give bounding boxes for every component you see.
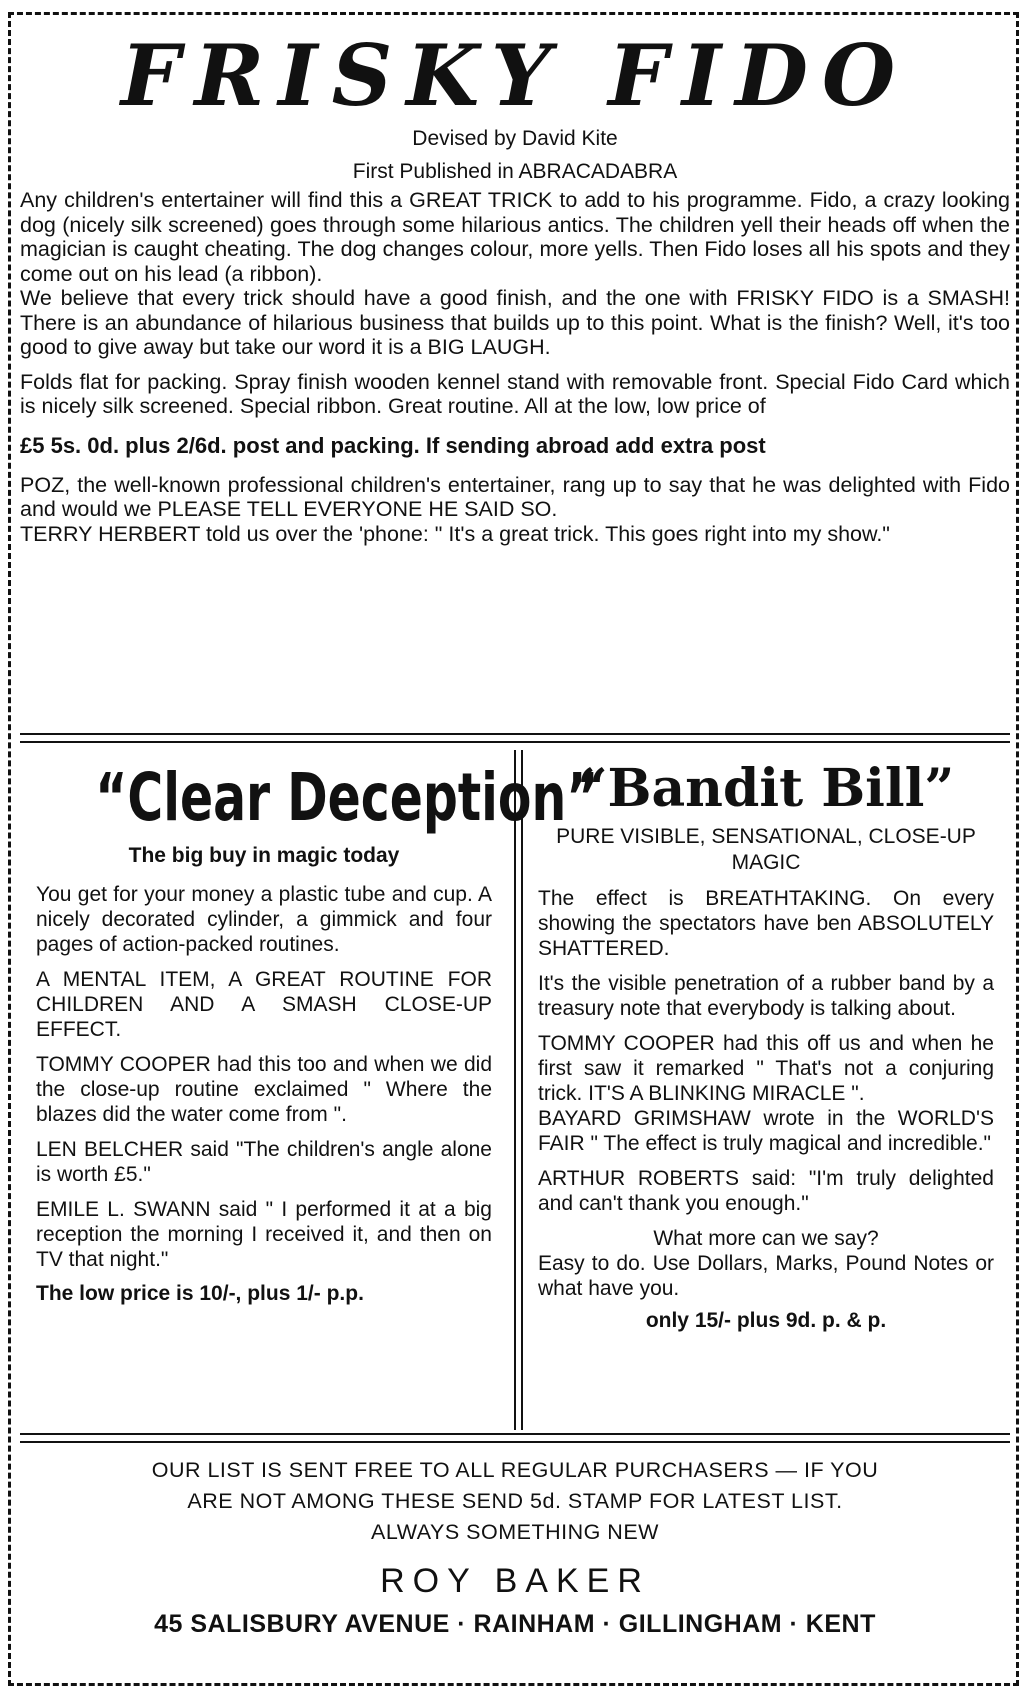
- bandit-bill-description: It's the visible penetration of a rubber band by a treasury note that everybody is talking about.: [538, 972, 994, 1020]
- advertiser-name: ROY BAKER: [380, 1562, 650, 1600]
- fido-finish: We believe that every trick should have a good finish, and the one with FRISKY FIDO is a SMASH! There is an abundance of hilarious business that builds up to this point. What is the finish? Well, it's too good to give away but take our word it is a BIG LAUGH.: [20, 286, 1010, 359]
- frisky-fido-title: FRISKY FIDO: [120, 26, 910, 125]
- double-rule-top: [20, 733, 1010, 743]
- clear-deception-contents: You get for your money a plastic tube and cup. A nicely decorated cylinder, a gimmick and four pages of action-packed routines.: [36, 883, 492, 956]
- bandit-bill-tagline: PURE VISIBLE, SENSATIONAL, CLOSE-UP MAGIC: [556, 825, 976, 874]
- first-published: First Published in ABRACADABRA: [352, 160, 678, 183]
- bandit-bill-column: [538, 758, 994, 1333]
- clear-deception-tagline: The big buy in magic today: [128, 844, 400, 867]
- arthur-roberts-testimonial: ARTHUR ROBERTS said: "I'm truly delighted and can't thank you enough.": [538, 1167, 994, 1215]
- list-line-3: ALWAYS SOMETHING NEW: [371, 1520, 659, 1544]
- footer: [20, 1455, 1010, 1642]
- terry-herbert-testimonial: TERRY HERBERT told us over the 'phone: " It's a great trick. This goes right into my show.": [20, 521, 890, 546]
- double-rule-bottom: [20, 1433, 1010, 1443]
- len-belcher-testimonial: LEN BELCHER said "The children's angle alone is worth £5.": [36, 1138, 492, 1186]
- fido-contents: Folds flat for packing. Spray finish wooden kennel stand with removable front. Special Fido Card which is nicely silk screened. Special ribbon. Great routine. All at the low, low price of: [20, 369, 1010, 418]
- bandit-bill-effect: The effect is BREATHTAKING. On every showing the spectators have ben ABSOLUTELY SHATTERED.: [538, 887, 994, 960]
- clear-deception-title: “Clear Deception”: [95, 759, 599, 836]
- fido-price: £5 5s. 0d. plus 2/6d. post and packing. If sending abroad add extra post: [20, 432, 766, 458]
- list-line-1: OUR LIST IS SENT FREE TO ALL REGULAR PURCHASERS — IF YOU: [151, 1458, 879, 1482]
- advertiser-address: 45 SALISBURY AVENUE · RAINHAM · GILLINGHAM · KENT: [154, 1610, 876, 1638]
- poz-testimonial: POZ, the well-known professional children's entertainer, rang up to say that he was delighted with Fido and would we PLEASE TELL EVERYONE HE SAID SO.: [20, 472, 1010, 521]
- bandit-bill-title: “Bandit Bill”: [577, 758, 955, 819]
- clear-deception-column: [36, 758, 599, 1306]
- emile-swann-testimonial: EMILE L. SWANN said " I performed it at a big reception the morning I received it, and then on TV that night.": [36, 1198, 492, 1271]
- bayard-grimshaw-testimonial: BAYARD GRIMSHAW wrote in the WORLD'S FAIR " The effect is truly magical and incredible.": [538, 1107, 994, 1155]
- column-separator: [514, 750, 523, 1430]
- tommy-cooper-bandit-testimonial: TOMMY COOPER had this off us and when he first saw it remarked " That's not a conjuring trick. IT'S A BLINKING MIRACLE ".: [538, 1032, 994, 1105]
- devised-by: Devised by David Kite: [412, 127, 618, 150]
- list-line-2: ARE NOT AMONG THESE SEND 5d. STAMP FOR LATEST LIST.: [187, 1489, 843, 1513]
- frisky-fido-section: [20, 26, 1010, 546]
- fido-description: Any children's entertainer will find this a GREAT TRICK to add to his programme. Fido, a crazy looking dog (nicely silk screened) goes through some hilarious antics. The children yell their heads off when the magician is caught cheating. The dog changes colour, more yells. Then Fido loses all his spots and they come out on his lead (a ribbon).: [20, 188, 1010, 286]
- clear-deception-features: A MENTAL ITEM, A GREAT ROUTINE FOR CHILDREN AND A SMASH CLOSE-UP EFFECT.: [36, 968, 492, 1041]
- tommy-cooper-testimonial: TOMMY COOPER had this too and when we did the close-up routine exclaimed " Where the blazes did the water come from ".: [36, 1053, 492, 1126]
- easy-to-do: Easy to do. Use Dollars, Marks, Pound Notes or what have you.: [538, 1252, 994, 1300]
- clear-deception-price: The low price is 10/-, plus 1/- p.p.: [36, 1282, 364, 1305]
- bandit-bill-price: only 15/- plus 9d. p. & p.: [645, 1309, 887, 1332]
- what-more: What more can we say?: [653, 1227, 879, 1250]
